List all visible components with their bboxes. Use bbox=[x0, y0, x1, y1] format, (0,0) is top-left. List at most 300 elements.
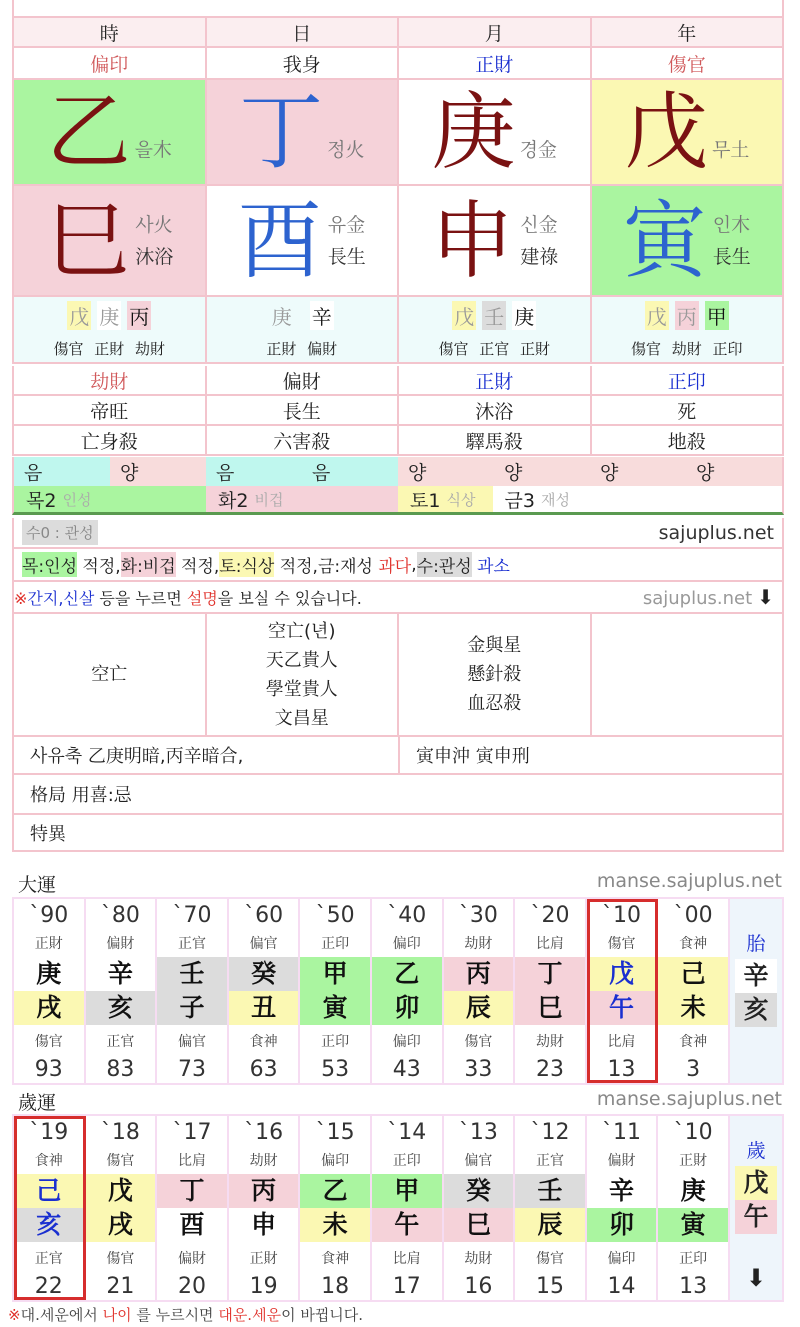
unseong[interactable]: 帝旺 bbox=[14, 396, 207, 426]
luck-stem[interactable]: 癸 bbox=[229, 957, 299, 991]
unseong[interactable]: 死 bbox=[592, 396, 785, 426]
luck-branch-sipsin: 偏財 bbox=[177, 1251, 206, 1267]
stem-cell[interactable] bbox=[399, 80, 592, 186]
luck-column[interactable] bbox=[372, 899, 444, 1083]
luck-age[interactable]: 53 bbox=[321, 1057, 350, 1082]
text-segment: ※ bbox=[14, 588, 28, 608]
luck-year: `90 bbox=[29, 903, 69, 928]
sinsal-row bbox=[12, 426, 784, 456]
luck-branch[interactable]: 寅 bbox=[300, 991, 370, 1025]
luck-stem-sipsin: 偏官 bbox=[249, 936, 278, 952]
luck-branch-sipsin: 正官 bbox=[106, 1034, 135, 1050]
luck-branch[interactable]: 卯 bbox=[587, 1208, 657, 1242]
branch-info bbox=[520, 209, 558, 273]
luck-year: `14 bbox=[387, 1120, 427, 1145]
text-segment: 수:관성 bbox=[417, 552, 472, 577]
luck-branch[interactable]: 巳 bbox=[444, 1208, 514, 1242]
luck-branch-sipsin: 劫財 bbox=[464, 1251, 493, 1267]
luck-branch-sipsin: 劫財 bbox=[535, 1034, 564, 1050]
sinsal-item[interactable]: 天乙貴人 bbox=[265, 649, 338, 671]
element-count[interactable] bbox=[206, 486, 398, 512]
luck-stem[interactable]: 戊 bbox=[86, 1174, 156, 1208]
luck-branch-sipsin: 比肩 bbox=[392, 1251, 421, 1267]
hidden-stem[interactable]: 丙 bbox=[127, 301, 151, 330]
hidden-sipsin: 傷官 正財 劫財 bbox=[53, 339, 166, 358]
luck-branch[interactable]: 卯 bbox=[372, 991, 442, 1025]
luck-age[interactable]: 93 bbox=[34, 1057, 63, 1082]
luck-branch[interactable]: 戌 bbox=[86, 1208, 156, 1242]
stem-sipsin[interactable]: 我身 bbox=[207, 48, 400, 80]
luck-column[interactable] bbox=[14, 899, 86, 1083]
pillar-header: 月 bbox=[399, 18, 592, 48]
luck-stem-sipsin: 正印 bbox=[321, 936, 350, 952]
hidden-stem[interactable]: 壬 bbox=[482, 301, 506, 330]
luck-age[interactable]: 22 bbox=[34, 1274, 63, 1299]
extra-stem[interactable]: 戊 bbox=[735, 1166, 777, 1200]
pillar-header: 時 bbox=[14, 18, 207, 48]
luck-stem[interactable]: 乙 bbox=[372, 957, 442, 991]
branch-char[interactable]: 巳 bbox=[45, 191, 130, 290]
branch-reading: 사火 bbox=[135, 213, 173, 236]
luck-stem[interactable]: 丙 bbox=[229, 1174, 299, 1208]
luck-stem[interactable]: 己 bbox=[658, 957, 728, 991]
luck-column[interactable] bbox=[86, 899, 158, 1083]
luck-branch-sipsin: 正印 bbox=[321, 1034, 350, 1050]
luck-stem[interactable]: 辛 bbox=[587, 1174, 657, 1208]
luck-stem-sipsin: 正官 bbox=[535, 1153, 564, 1169]
luck-age[interactable]: 19 bbox=[249, 1274, 278, 1299]
text-segment: , bbox=[411, 554, 417, 575]
luck-branch[interactable]: 亥 bbox=[14, 1208, 84, 1242]
element-name: 목2 bbox=[26, 489, 57, 512]
luck-year: `13 bbox=[458, 1120, 498, 1145]
luck-branch[interactable]: 未 bbox=[658, 991, 728, 1025]
sinsal-item[interactable]: 金與星 bbox=[467, 635, 522, 656]
text-segment: 화:비겁 bbox=[121, 552, 176, 577]
pillar-header: 年 bbox=[592, 18, 785, 48]
luck-stem-sipsin: 食神 bbox=[34, 1153, 63, 1169]
luck-stem[interactable]: 戊 bbox=[587, 957, 657, 991]
branch-sipsin[interactable]: 正印 bbox=[592, 366, 785, 396]
luck-branch[interactable]: 申 bbox=[229, 1208, 299, 1242]
branch-unseong: 建祿 bbox=[520, 245, 559, 268]
luck-stem[interactable]: 丙 bbox=[444, 957, 514, 991]
luck-stem-sipsin: 正印 bbox=[392, 1153, 421, 1169]
hidden-sipsin: 正財 偏財 bbox=[266, 339, 338, 358]
element-name: 화2 bbox=[218, 489, 249, 512]
hidden-stem[interactable]: 戊 bbox=[645, 301, 669, 330]
luck-age[interactable]: 17 bbox=[392, 1274, 421, 1299]
footer-note bbox=[8, 1304, 363, 1325]
yinyang-cell: 양 bbox=[110, 457, 206, 486]
luck-age[interactable]: 3 bbox=[686, 1057, 701, 1082]
sinsal-item[interactable]: 血忍殺 bbox=[467, 693, 522, 714]
yinyang-cell: 양 bbox=[590, 457, 686, 486]
down-arrow-icon[interactable]: ⬇ bbox=[745, 1264, 767, 1292]
luck-stem[interactable]: 丁 bbox=[157, 1174, 227, 1208]
luck-column[interactable] bbox=[444, 899, 516, 1083]
branch-sipsin-row bbox=[12, 366, 784, 396]
luck-age[interactable]: 83 bbox=[106, 1057, 135, 1082]
luck-stem[interactable]: 庚 bbox=[658, 1174, 728, 1208]
luck-year: `18 bbox=[100, 1120, 140, 1145]
text-segment: 설명 bbox=[186, 588, 218, 608]
luck-age[interactable]: 13 bbox=[679, 1274, 708, 1299]
extra-branch[interactable]: 午 bbox=[735, 1200, 777, 1234]
luck-branch-sipsin: 正印 bbox=[679, 1251, 708, 1267]
text-segment: 적정, bbox=[274, 557, 318, 577]
earthly-branches-row bbox=[12, 186, 784, 297]
relations-clash[interactable]: 寅申沖 寅申刑 bbox=[416, 745, 530, 767]
luck-stem[interactable]: 辛 bbox=[86, 957, 156, 991]
luck-column[interactable] bbox=[444, 1116, 516, 1300]
stem-reading: 무土 bbox=[712, 139, 750, 161]
element-count[interactable] bbox=[493, 486, 782, 512]
stem-sipsin[interactable]: 傷官 bbox=[592, 48, 785, 80]
luck-age[interactable]: 15 bbox=[535, 1274, 564, 1299]
luck-stem-sipsin: 正官 bbox=[177, 936, 206, 952]
sinsal-item[interactable]: 懸針殺 bbox=[467, 664, 522, 685]
element-role: 재성 bbox=[541, 490, 570, 509]
hidden-stems bbox=[452, 301, 536, 330]
luck-age[interactable]: 16 bbox=[464, 1274, 493, 1299]
yinyang-row bbox=[12, 457, 784, 486]
sinsal[interactable]: 驛馬殺 bbox=[399, 426, 592, 456]
relations-row bbox=[12, 736, 784, 775]
yinyang-cell: 양 bbox=[494, 457, 590, 486]
hidden-stems-row bbox=[12, 297, 784, 364]
luck-age[interactable]: 21 bbox=[106, 1274, 135, 1299]
branch-reading: 신金 bbox=[520, 213, 558, 236]
luck-stem-sipsin: 偏財 bbox=[106, 936, 135, 952]
luck-age[interactable]: 13 bbox=[607, 1057, 636, 1082]
luck-stem-sipsin: 劫財 bbox=[464, 936, 493, 952]
water-label: 수0 : 관성 bbox=[22, 520, 98, 545]
branch-info bbox=[135, 209, 173, 273]
luck-age[interactable]: 43 bbox=[392, 1057, 421, 1082]
luck-branch-sipsin: 偏官 bbox=[177, 1034, 206, 1050]
luck-branch[interactable]: 酉 bbox=[157, 1208, 227, 1242]
luck-year: `11 bbox=[602, 1120, 642, 1145]
luck-stem-sipsin: 偏財 bbox=[607, 1153, 636, 1169]
element-role: 인성 bbox=[62, 490, 92, 509]
text-segment: 간지,신살 bbox=[27, 588, 95, 608]
sinsal[interactable]: 地殺 bbox=[592, 426, 785, 456]
luck-year: `10 bbox=[673, 1120, 713, 1145]
luck-year: `80 bbox=[100, 903, 140, 928]
luck-branch[interactable]: 巳 bbox=[515, 991, 585, 1025]
luck-stem[interactable]: 癸 bbox=[444, 1174, 514, 1208]
hidden-stem[interactable]: 戊 bbox=[67, 301, 91, 330]
hidden-stems bbox=[67, 301, 151, 330]
luck-stem-sipsin: 偏官 bbox=[464, 1153, 493, 1169]
branch-info bbox=[713, 209, 751, 273]
branch-unseong: 沐浴 bbox=[135, 245, 174, 268]
branch-info bbox=[328, 209, 366, 273]
sinsal[interactable]: 六害殺 bbox=[207, 426, 400, 456]
luck-column[interactable] bbox=[86, 1116, 158, 1300]
sinsal-detail-cell bbox=[399, 614, 592, 737]
daeun-grid bbox=[12, 897, 784, 1085]
luck-extra-column bbox=[730, 1116, 782, 1300]
luck-year: `30 bbox=[458, 903, 498, 928]
luck-stem[interactable]: 乙 bbox=[300, 1174, 370, 1208]
luck-stem-sipsin: 偏印 bbox=[392, 936, 421, 952]
luck-column[interactable] bbox=[157, 1116, 229, 1300]
luck-column[interactable] bbox=[587, 1116, 659, 1300]
text-segment: 토:식상 bbox=[219, 552, 274, 577]
daeun-site[interactable]: manse.sajuplus.net bbox=[596, 870, 782, 892]
text-segment: 과소 bbox=[477, 557, 510, 577]
luck-branch-sipsin: 正官 bbox=[34, 1251, 63, 1267]
seun-site[interactable]: manse.sajuplus.net bbox=[596, 1088, 782, 1110]
down-arrow-icon[interactable]: ⬇ bbox=[757, 585, 774, 609]
luck-stem-sipsin: 食神 bbox=[679, 936, 708, 952]
branch-char[interactable]: 酉 bbox=[237, 191, 322, 290]
hidden-sipsin: 傷官 正官 正財 bbox=[438, 339, 551, 358]
hidden-sipsin: 傷官 劫財 正印 bbox=[630, 339, 743, 358]
luck-year: `40 bbox=[387, 903, 427, 928]
luck-age[interactable]: 33 bbox=[464, 1057, 493, 1082]
text-segment: 를 누르시면 bbox=[131, 1306, 219, 1324]
unseong[interactable]: 沐浴 bbox=[399, 396, 592, 426]
stem-sipsin[interactable]: 正財 bbox=[399, 48, 592, 80]
hidden-stem[interactable] bbox=[300, 301, 304, 330]
luck-column[interactable] bbox=[658, 1116, 730, 1300]
hidden-stem[interactable]: 丙 bbox=[675, 301, 699, 330]
sinsal-item[interactable]: 學堂貴人 bbox=[265, 678, 338, 700]
pillar-header: 日 bbox=[207, 18, 400, 48]
yinyang-cell: 양 bbox=[398, 457, 494, 486]
luck-column[interactable] bbox=[658, 899, 730, 1083]
luck-stem[interactable]: 庚 bbox=[14, 957, 84, 991]
element-count-row bbox=[12, 486, 784, 515]
water-row bbox=[12, 518, 784, 549]
branch-sipsin[interactable]: 偏財 bbox=[207, 366, 400, 396]
luck-stem[interactable]: 甲 bbox=[300, 957, 370, 991]
element-role: 비겁 bbox=[254, 490, 284, 509]
branch-sipsin[interactable]: 正財 bbox=[399, 366, 592, 396]
luck-stem-sipsin: 傷官 bbox=[106, 1153, 135, 1169]
sinsal-detail-cell bbox=[14, 614, 207, 737]
luck-branch[interactable]: 午 bbox=[372, 1208, 442, 1242]
luck-branch-sipsin: 食神 bbox=[249, 1034, 278, 1050]
teukyi-row: 特異 bbox=[12, 815, 784, 852]
branch-sipsin[interactable]: 劫財 bbox=[14, 366, 207, 396]
extra-branch[interactable]: 亥 bbox=[735, 993, 777, 1027]
luck-branch[interactable]: 戌 bbox=[14, 991, 84, 1025]
luck-branch[interactable]: 未 bbox=[300, 1208, 370, 1242]
luck-year: `17 bbox=[172, 1120, 212, 1145]
text-segment: 이 바뀝니다. bbox=[281, 1306, 364, 1324]
luck-branch-sipsin: 比肩 bbox=[607, 1034, 636, 1050]
branch-cell[interactable] bbox=[207, 186, 400, 297]
unseong-row bbox=[12, 396, 784, 426]
hidden-stem[interactable]: 甲 bbox=[705, 301, 729, 330]
stem-cell[interactable] bbox=[14, 80, 207, 186]
stem-char[interactable]: 戊 bbox=[624, 83, 709, 181]
luck-age[interactable]: 63 bbox=[249, 1057, 278, 1082]
text-segment: 대운.세운 bbox=[218, 1306, 282, 1324]
yinyang-cell: 음 bbox=[302, 457, 398, 486]
hidden-stems bbox=[270, 301, 334, 330]
luck-year: `10 bbox=[602, 903, 642, 928]
element-name: 토1 bbox=[410, 489, 441, 512]
text-segment: 목:인성 bbox=[22, 552, 77, 577]
luck-column[interactable] bbox=[515, 899, 587, 1083]
stem-char[interactable]: 庚 bbox=[431, 83, 516, 181]
element-count[interactable] bbox=[398, 486, 493, 512]
luck-age[interactable]: 20 bbox=[177, 1274, 206, 1299]
luck-branch-sipsin: 食神 bbox=[679, 1034, 708, 1050]
luck-stem-sipsin: 正財 bbox=[679, 1153, 708, 1169]
stem-char[interactable]: 丁 bbox=[239, 83, 324, 181]
seun-grid bbox=[12, 1114, 784, 1302]
branch-cell[interactable] bbox=[399, 186, 592, 297]
luck-stem-sipsin: 比肩 bbox=[535, 936, 564, 952]
luck-stem[interactable]: 壬 bbox=[157, 957, 227, 991]
text-segment: 과다 bbox=[378, 557, 412, 577]
luck-column[interactable] bbox=[300, 899, 372, 1083]
extra-stem[interactable]: 辛 bbox=[735, 959, 777, 993]
text-segment: 대.세운에서 bbox=[20, 1306, 103, 1324]
branch-cell[interactable] bbox=[592, 186, 785, 297]
hidden-stems-cell[interactable] bbox=[399, 297, 592, 364]
luck-branch[interactable]: 寅 bbox=[658, 1208, 728, 1242]
text-segment: 나이 bbox=[102, 1306, 132, 1324]
luck-column[interactable] bbox=[14, 1116, 86, 1300]
luck-year: `16 bbox=[244, 1120, 284, 1145]
luck-column[interactable] bbox=[372, 1116, 444, 1300]
pillar-headers bbox=[12, 16, 784, 48]
luck-stem-sipsin: 偏印 bbox=[321, 1153, 350, 1169]
site-link[interactable]: sajuplus.net bbox=[642, 588, 753, 609]
sinsal-detail-row bbox=[12, 614, 784, 737]
luck-column[interactable] bbox=[229, 1116, 301, 1300]
luck-stem[interactable]: 己 bbox=[14, 1174, 84, 1208]
sinsal-detail-cell bbox=[592, 614, 785, 737]
luck-year: `15 bbox=[315, 1120, 355, 1145]
luck-stem-sipsin: 傷官 bbox=[607, 936, 636, 952]
hidden-stems-cell[interactable] bbox=[14, 297, 207, 364]
branch-reading: 인木 bbox=[712, 213, 751, 236]
luck-age[interactable]: 18 bbox=[321, 1274, 350, 1299]
luck-age[interactable]: 14 bbox=[607, 1274, 636, 1299]
element-count[interactable] bbox=[14, 486, 206, 512]
luck-stem-sipsin: 劫財 bbox=[249, 1153, 278, 1169]
branch-reading: 유金 bbox=[327, 213, 366, 236]
stem-sipsin-row bbox=[12, 48, 784, 80]
luck-year: `50 bbox=[315, 903, 355, 928]
luck-column[interactable] bbox=[157, 899, 229, 1083]
luck-column[interactable] bbox=[587, 899, 659, 1083]
luck-branch[interactable]: 辰 bbox=[444, 991, 514, 1025]
branch-cell[interactable] bbox=[14, 186, 207, 297]
hidden-stem[interactable]: 庚 bbox=[512, 301, 536, 330]
seun-title: 歲運 bbox=[18, 1092, 57, 1114]
hidden-stem[interactable]: 庚 bbox=[97, 301, 121, 330]
luck-stem[interactable]: 壬 bbox=[515, 1174, 585, 1208]
luck-branch[interactable]: 午 bbox=[587, 991, 657, 1025]
hidden-stem[interactable]: 辛 bbox=[310, 301, 334, 330]
sinsal-item[interactable]: 空亡 bbox=[91, 664, 128, 685]
yinyang-cell: 양 bbox=[686, 457, 782, 486]
text-segment: 등을 누르면 bbox=[94, 588, 187, 608]
luck-year: `00 bbox=[673, 903, 713, 928]
hidden-stems-cell[interactable] bbox=[207, 297, 400, 364]
luck-branch-sipsin: 食神 bbox=[321, 1251, 350, 1267]
stem-sipsin[interactable]: 偏印 bbox=[14, 48, 207, 80]
branch-unseong: 長生 bbox=[327, 245, 366, 268]
notice-row bbox=[12, 582, 784, 614]
heavenly-stems-row bbox=[12, 80, 784, 186]
luck-branch-sipsin: 正財 bbox=[249, 1251, 278, 1267]
branch-char[interactable]: 寅 bbox=[622, 191, 707, 290]
text-segment: 적정, bbox=[175, 557, 220, 577]
element-name: 금3 bbox=[504, 489, 535, 512]
luck-stem-sipsin: 正財 bbox=[34, 936, 63, 952]
stem-reading: 정火 bbox=[327, 139, 365, 161]
luck-column[interactable] bbox=[300, 1116, 372, 1300]
luck-branch-sipsin: 偏印 bbox=[607, 1251, 636, 1267]
hidden-stems-cell[interactable] bbox=[592, 297, 785, 364]
luck-branch-sipsin: 傷官 bbox=[34, 1034, 63, 1050]
luck-stem[interactable]: 丁 bbox=[515, 957, 585, 991]
text-segment: 을 보실 수 있습니다. bbox=[217, 588, 362, 608]
luck-year: `70 bbox=[172, 903, 212, 928]
luck-column[interactable] bbox=[229, 899, 301, 1083]
stem-reading: 경金 bbox=[519, 139, 557, 161]
luck-branch[interactable]: 丑 bbox=[229, 991, 299, 1025]
site-link[interactable]: sajuplus.net bbox=[658, 521, 774, 544]
hidden-stem[interactable]: 庚 bbox=[270, 301, 294, 330]
gyeokguk-row: 格局 用喜:忌 bbox=[12, 775, 784, 815]
text-segment: 적정, bbox=[77, 557, 121, 577]
luck-branch[interactable]: 辰 bbox=[515, 1208, 585, 1242]
sinsal[interactable]: 亡身殺 bbox=[14, 426, 207, 456]
unseong[interactable]: 長生 bbox=[207, 396, 400, 426]
branch-char[interactable]: 申 bbox=[430, 191, 515, 290]
text-segment: ※ bbox=[8, 1306, 21, 1324]
daeun-title: 大運 bbox=[18, 874, 57, 896]
luck-year: `12 bbox=[530, 1120, 570, 1145]
hidden-stems bbox=[645, 301, 729, 330]
luck-year: `20 bbox=[530, 903, 570, 928]
stem-cell[interactable] bbox=[592, 80, 785, 186]
luck-age[interactable]: 23 bbox=[535, 1057, 564, 1082]
notice-text bbox=[14, 586, 362, 609]
luck-column[interactable] bbox=[515, 1116, 587, 1300]
yinyang-cell: 음 bbox=[206, 457, 302, 486]
luck-stem[interactable]: 甲 bbox=[372, 1174, 442, 1208]
sinsal-item[interactable]: 文昌星 bbox=[274, 707, 329, 729]
relations-combine[interactable]: 사유축 乙庚明暗,丙辛暗合, bbox=[14, 736, 400, 773]
extra-label: 胎 bbox=[746, 933, 766, 955]
luck-branch[interactable]: 亥 bbox=[86, 991, 156, 1025]
stem-char[interactable]: 乙 bbox=[46, 83, 131, 181]
sinsal-item[interactable]: 空亡(년) bbox=[268, 620, 336, 642]
extra-label: 歲 bbox=[746, 1140, 766, 1162]
luck-age[interactable]: 73 bbox=[177, 1057, 206, 1082]
text-segment: 금:재성 bbox=[317, 557, 379, 577]
luck-stem-sipsin: 比肩 bbox=[177, 1153, 206, 1169]
luck-extra-column bbox=[730, 899, 782, 1083]
hidden-stem[interactable]: 戊 bbox=[452, 301, 476, 330]
sinsal-detail-cell bbox=[207, 614, 400, 737]
luck-branch[interactable]: 子 bbox=[157, 991, 227, 1025]
stem-reading: 을木 bbox=[134, 139, 172, 161]
stem-cell[interactable] bbox=[207, 80, 400, 186]
